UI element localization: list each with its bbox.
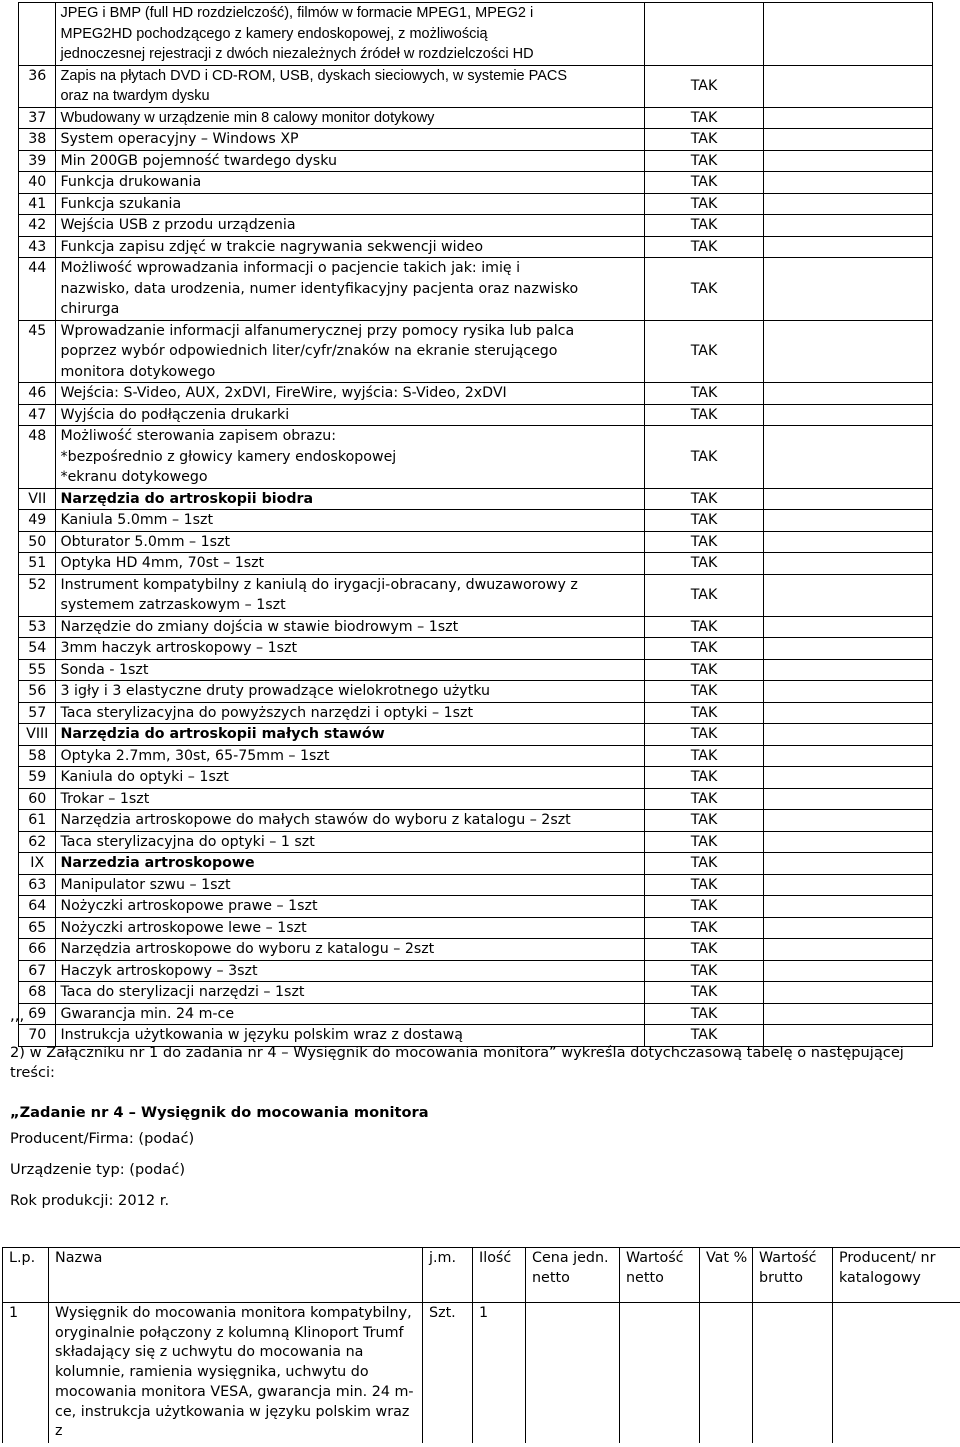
row-offered-value [763,724,932,746]
row-number: 51 [19,553,56,575]
row-offered-value [763,3,932,66]
row-description [56,702,645,724]
row-description [56,982,645,1004]
row-requirement-value: TAK [645,426,764,489]
description-line: *ekranu dotykowego [60,469,208,485]
table-row [19,853,933,875]
row-requirement-value: TAK [645,960,764,982]
row-number: 59 [19,767,56,789]
row-offered-value [763,236,932,258]
description-line: poprzez wybór odpowiednich liter/cyfr/znaków na ekranie sterującego [60,343,558,359]
row-requirement-value: TAK [645,172,764,194]
description-line: Funkcja szukania [60,195,182,212]
description-line: Gwarancja min. 24 m-ce [60,1005,235,1022]
row-offered-value [763,553,932,575]
description-line: Sonda - 1szt [60,661,149,678]
row-offered-value [763,172,932,194]
row-description [56,258,645,321]
table-row [19,917,933,939]
row-description [56,150,645,172]
row-number: VII [19,488,56,510]
row-requirement-value [645,3,764,66]
row-description [56,531,645,553]
row-requirement-value: TAK [645,659,764,681]
row-number: 49 [19,510,56,532]
table-row [19,426,933,489]
row-offered-value [763,383,932,405]
row-requirement-value: TAK [645,488,764,510]
row-number: 36 [19,65,56,107]
row-offered-value [763,404,932,426]
row-requirement-value: TAK [645,236,764,258]
row-description [56,917,645,939]
header-net-value: Wartość netto [620,1248,700,1303]
row-requirement-value: TAK [645,745,764,767]
table-row [19,767,933,789]
row-number: 69 [19,1003,56,1025]
row-requirement-value: TAK [645,258,764,321]
row-number: 63 [19,874,56,896]
description-line: Wejścia: S-Video, AUX, 2xDVI, FireWire, wyjścia: S-Video, 2xDVI [60,385,507,401]
row-offered-value [763,810,932,832]
row-gross-value [753,1303,833,1443]
table-row [19,488,933,510]
row-description [56,853,645,875]
row-requirement-value: TAK [645,574,764,616]
table-row [19,65,933,107]
row-number: 48 [19,426,56,489]
row-offered-value [763,1003,932,1025]
row-net-value [620,1303,700,1443]
description-line: Zapis na płytach DVD i CD-ROM, USB, dyskach sieciowych, w systemie PACS [60,67,568,84]
row-number: 46 [19,383,56,405]
row-description [56,215,645,237]
row-number: 50 [19,531,56,553]
row-offered-value [763,426,932,489]
row-requirement-value: TAK [645,788,764,810]
table-row [19,982,933,1004]
row-number: VIII [19,724,56,746]
closing-quote: ,,, [10,1006,25,1024]
row-offered-value [763,258,932,321]
row-offered-value [763,510,932,532]
price-table-header [3,1248,960,1303]
row-offered-value [763,917,932,939]
row-offered-value [763,745,932,767]
producer-line: Producent/Firma: (podać) [10,1130,195,1147]
row-requirement-value: TAK [645,638,764,660]
table-row [19,745,933,767]
row-number: 38 [19,129,56,151]
table-row [19,960,933,982]
row-requirement-value: TAK [645,874,764,896]
description-line: Wejścia USB z przodu urządzenia [60,217,296,233]
table-row [19,129,933,151]
row-description [56,488,645,510]
description-line: Wyjścia do podłączenia drukarki [60,406,290,423]
description-line: Min 200GB pojemność twardego dysku [60,152,337,169]
description-line: Narzedzia artroskopowe [60,855,255,871]
row-requirement-value: TAK [645,65,764,107]
row-offered-value [763,107,932,129]
row-description [56,129,645,151]
row-number: 58 [19,745,56,767]
row-number: 57 [19,702,56,724]
row-description [56,404,645,426]
row-description [56,681,645,703]
row-number: 62 [19,831,56,853]
price-table [2,1247,960,1443]
table-row [19,107,933,129]
row-requirement-value: TAK [645,616,764,638]
row-offered-value [763,681,932,703]
table-row [19,3,933,66]
row-offered-value [763,65,932,107]
description-line: Możliwość wprowadzania informacji o pacjencie takich jak: imię i [60,260,521,276]
description-line: systemem zatrzaskowym – 1szt [60,597,286,613]
description-line: *bezpośrednio z głowicy kamery endoskopowej [60,448,397,465]
description-line: JPEG i BMP (full HD rozdzielczość), filmów w formacie MPEG1, MPEG2 i [60,5,534,21]
table-row [19,810,933,832]
table-row [19,831,933,853]
row-requirement-value: TAK [645,896,764,918]
row-description [56,383,645,405]
table-row [3,1303,960,1443]
row-unit-price [526,1303,620,1443]
row-requirement-value: TAK [645,681,764,703]
row-requirement-value: TAK [645,107,764,129]
row-number: 47 [19,404,56,426]
row-number: 53 [19,616,56,638]
table-row [19,681,933,703]
description-line: Nożyczki artroskopowe prawe – 1szt [60,898,318,914]
row-requirement-value: TAK [645,320,764,383]
row-number: 68 [19,982,56,1004]
row-description [56,638,645,660]
header-quantity: Ilość [473,1248,526,1303]
production-year-line: Rok produkcji: 2012 r. [10,1192,170,1209]
header-vat: Vat % [700,1248,753,1303]
row-number: 39 [19,150,56,172]
row-number: 65 [19,917,56,939]
description-line: Kaniula 5.0mm – 1szt [60,512,214,528]
row-description [56,320,645,383]
row-requirement-value: TAK [645,724,764,746]
row-offered-value [763,193,932,215]
table-row [19,896,933,918]
row-offered-value [763,939,932,961]
device-type-line: Urządzenie typ: (podać) [10,1161,186,1178]
row-description [56,616,645,638]
row-number: 60 [19,788,56,810]
row-requirement-value: TAK [645,510,764,532]
row-offered-value [763,150,932,172]
row-number: 52 [19,574,56,616]
row-requirement-value: TAK [645,1025,764,1047]
row-description [56,659,645,681]
row-requirement-value: TAK [645,193,764,215]
row-requirement-value: TAK [645,531,764,553]
row-description [56,193,645,215]
row-offered-value [763,896,932,918]
row-quantity: 1 [473,1303,526,1443]
description-line: oraz na twardym dysku [60,88,210,104]
row-requirement-value: TAK [645,939,764,961]
row-offered-value [763,659,932,681]
description-line: Instrukcja użytkowania w języku polskim wraz z dostawą [60,1027,463,1043]
row-number: IX [19,853,56,875]
row-requirement-value: TAK [645,383,764,405]
description-line: monitora dotykowego [60,363,216,380]
row-requirement-value: TAK [645,215,764,237]
description-line: 3 igły i 3 elastyczne druty prowadzące wielokrotnego użytku [60,683,491,699]
description-line: Optyka 2.7mm, 30st, 65-75mm – 1szt [60,747,330,764]
description-line: Funkcja drukowania [60,174,202,190]
table-row [19,510,933,532]
description-line: Narzędzia artroskopowe do małych stawów do wyboru z katalogu – 2szt [60,812,571,828]
row-description [56,745,645,767]
description-line: Taca sterylizacyjna do optyki – 1 szt [60,833,315,850]
description-line: Obturator 5.0mm – 1szt [60,533,231,550]
description-line: jednoczesnej rejestracji z dwóch niezależnych źródeł w rozdzielczości HD [60,46,534,62]
description-line: Narzędzia do artroskopii biodra [60,490,314,507]
table-row [19,702,933,724]
row-description [56,874,645,896]
row-requirement-value: TAK [645,702,764,724]
row-requirement-value: TAK [645,917,764,939]
row-offered-value [763,129,932,151]
description-line: System operacyjny – Windows XP [60,131,299,147]
row-offered-value [763,831,932,853]
row-description [56,172,645,194]
row-offered-value [763,215,932,237]
task-title: „Zadanie nr 4 – Wysięgnik do mocowania monitora [10,1104,429,1121]
table-row [19,320,933,383]
table-row [19,215,933,237]
table-row [19,939,933,961]
row-offered-value [763,982,932,1004]
row-number: 42 [19,215,56,237]
row-description [56,831,645,853]
table-row [19,553,933,575]
row-name: Wysięgnik do mocowania monitora kompatybilny, oryginalnie połączony z kolumną Klinoport Trumf składający się z uchwytu do mocowania na kolumnie, ramienia wysięgnika, uchwytu do mocowania monitora VESA, gwarancja min. 24 m-ce, instrukcja użytkowania w języku polskim wraz z [49,1303,423,1443]
description-line: nazwisko, data urodzenia, numer identyfikacyjny pacjenta oraz nazwisko [60,280,579,297]
row-number: 64 [19,896,56,918]
description-line: Taca sterylizacyjna do powyższych narzędzi i optyki – 1szt [60,704,474,721]
table-row [19,616,933,638]
row-requirement-value: TAK [645,853,764,875]
header-name: Nazwa [49,1248,423,1303]
row-offered-value [763,960,932,982]
row-number: 44 [19,258,56,321]
description-line: Wprowadzanie informacji alfanumerycznej przy pomocy rysika lub palca [60,322,575,339]
row-offered-value [763,320,932,383]
table-row [19,172,933,194]
row-requirement-value: TAK [645,810,764,832]
row-offered-value [763,488,932,510]
row-number: 67 [19,960,56,982]
header-producer: Producent/ nr katalogowy [833,1248,960,1303]
row-offered-value [763,638,932,660]
row-description [56,236,645,258]
row-number: 66 [19,939,56,961]
row-offered-value [763,574,932,616]
row-description [56,1003,645,1025]
row-offered-value [763,702,932,724]
description-line: Trokar – 1szt [60,790,150,807]
row-number: 56 [19,681,56,703]
amendment-paragraph: 2) w Załączniku nr 1 do zadania nr 4 – Wysięgnik do mocowania monitora” wykreśla dotychczasową tabelę o następującej treści: [10,1044,904,1081]
table-row [19,574,933,616]
description-line: Wbudowany w urządzenie min 8 calowy monitor dotykowy [60,109,435,126]
row-description [56,788,645,810]
table-row [19,383,933,405]
row-number: 41 [19,193,56,215]
row-description [56,510,645,532]
row-description [56,553,645,575]
row-description [56,724,645,746]
row-number: 37 [19,107,56,129]
row-description [56,939,645,961]
description-line: Funkcja zapisu zdjęć w trakcie nagrywania sekwencji wideo [60,238,483,255]
row-vat [700,1303,753,1443]
table-row [19,150,933,172]
table-row [19,531,933,553]
row-number: 43 [19,236,56,258]
row-offered-value [763,767,932,789]
description-line: Manipulator szwu – 1szt [60,876,231,893]
row-number: 70 [19,1025,56,1047]
row-offered-value [763,788,932,810]
row-offered-value [763,874,932,896]
row-requirement-value: TAK [645,129,764,151]
row-description [56,3,645,66]
header-gross-value: Wartość brutto [753,1248,833,1303]
row-lp: 1 [3,1303,49,1443]
description-line: Kaniula do optyki – 1szt [60,769,229,785]
description-line: Możliwość sterowania zapisem obrazu: [60,428,337,444]
table-row [19,236,933,258]
table-row [19,1003,933,1025]
description-line: Optyka HD 4mm, 70st – 1szt [60,555,265,571]
row-unit: Szt. [423,1303,473,1443]
specification-table [18,2,933,1047]
row-description [56,896,645,918]
row-requirement-value: TAK [645,982,764,1004]
row-description [56,810,645,832]
table-row [19,638,933,660]
row-requirement-value: TAK [645,553,764,575]
row-description [56,107,645,129]
description-line: Taca do sterylizacji narzędzi – 1szt [60,984,305,1000]
row-number: 61 [19,810,56,832]
table-row [19,874,933,896]
header-unit-price: Cena jedn. netto [526,1248,620,1303]
row-offered-value [763,616,932,638]
row-description [56,574,645,616]
row-description [56,65,645,107]
description-line: MPEG2HD pochodzącego z kamery endoskopowej, z możliwością [60,25,488,42]
row-number: 45 [19,320,56,383]
row-requirement-value: TAK [645,767,764,789]
table-row [19,724,933,746]
row-requirement-value: TAK [645,404,764,426]
row-offered-value [763,531,932,553]
description-line: Narzędzia do artroskopii małych stawów [60,726,385,742]
row-description [56,767,645,789]
row-producer [833,1303,960,1443]
row-number: 54 [19,638,56,660]
description-line: Narzędzie do zmiany dojścia w stawie biodrowym – 1szt [60,618,459,635]
description-line: Haczyk artroskopowy – 3szt [60,962,258,979]
description-line: Narzędzia artroskopowe do wyboru z katalogu – 2szt [60,941,435,957]
description-line: 3mm haczyk artroskopowy – 1szt [60,640,298,656]
header-lp: L.p. [3,1248,49,1303]
row-number [19,3,56,66]
description-line: Instrument kompatybilny z kaniulą do irygacji-obracany, dwuzaworowy z [60,576,578,593]
table-row [19,258,933,321]
row-description [56,426,645,489]
row-offered-value [763,853,932,875]
table-row [19,788,933,810]
table-row [19,659,933,681]
row-number: 40 [19,172,56,194]
description-line: chirurga [60,301,120,317]
row-description [56,960,645,982]
description-line: Nożyczki artroskopowe lewe – 1szt [60,919,307,936]
header-unit: j.m. [423,1248,473,1303]
row-requirement-value: TAK [645,831,764,853]
row-number: 55 [19,659,56,681]
table-row [19,404,933,426]
row-requirement-value: TAK [645,150,764,172]
row-requirement-value: TAK [645,1003,764,1025]
table-row [19,193,933,215]
